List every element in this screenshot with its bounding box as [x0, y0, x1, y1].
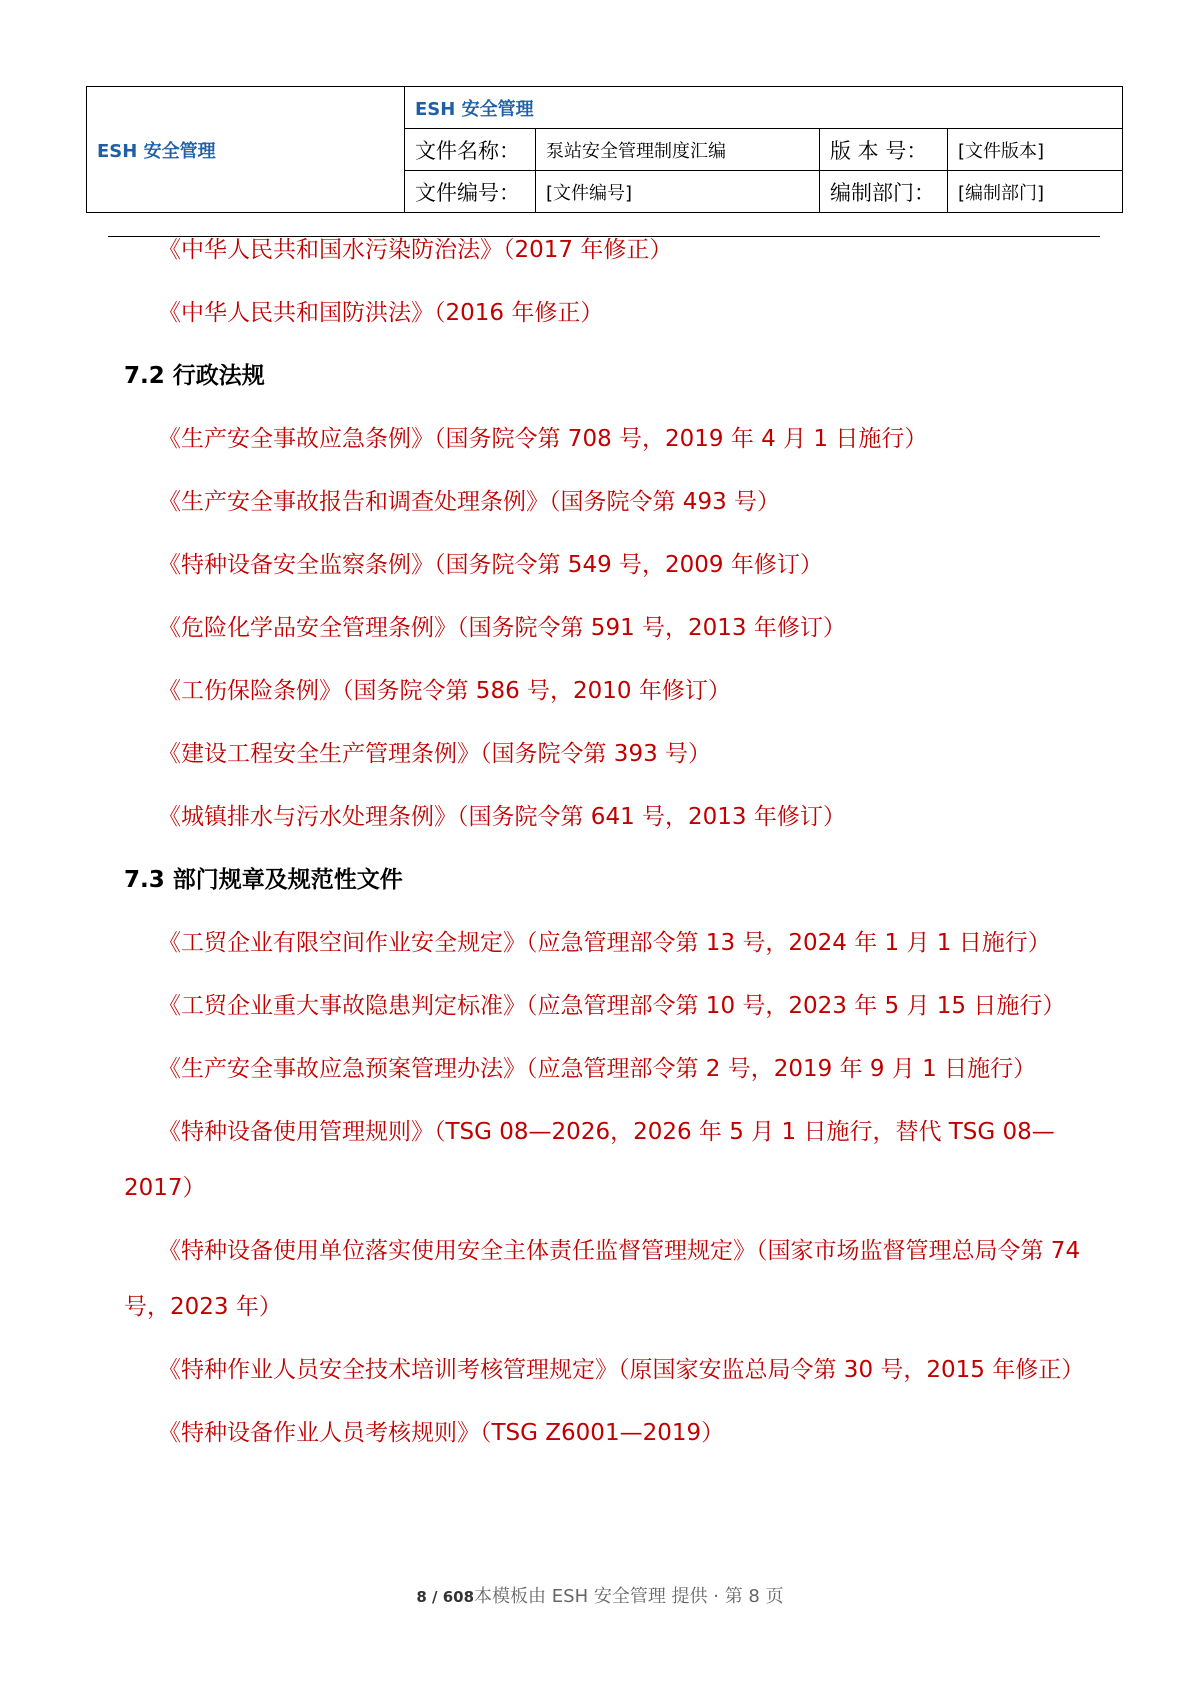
- law-item: 《中华人民共和国防洪法》（2016 年修正）: [158, 300, 604, 326]
- regulation-item: 《城镇排水与污水处理条例》（国务院令第 641 号，2013 年修订）: [158, 804, 846, 830]
- page-body: [124, 222, 1100, 1468]
- dept-label: 编制部门：: [820, 171, 948, 213]
- regulation-item: 《生产安全事故应急条例》（国务院令第 708 号，2019 年 4 月 1 日施行）: [158, 426, 928, 452]
- law-item: 《中华人民共和国水污染防治法》（2017 年修正）: [158, 237, 673, 263]
- header-brand-left: ESH 安全管理: [87, 87, 405, 213]
- regulation-item: 《生产安全事故报告和调查处理条例》（国务院令第 493 号）: [158, 489, 781, 515]
- rule-item: 《特种作业人员安全技术培训考核管理规定》（原国家安监总局令第 30 号，2015 年修正）: [158, 1357, 1085, 1383]
- file-name-label: 文件名称：: [405, 129, 536, 171]
- document-header-table: [86, 86, 1123, 213]
- footer-text: 本模板由 ESH 安全管理 提供 · 第 8 页: [474, 1586, 784, 1607]
- section-heading-7-3: 7.3 部门规章及规范性文件: [124, 867, 403, 893]
- regulation-item: 《工伤保险条例》（国务院令第 586 号，2010 年修订）: [158, 678, 731, 704]
- rule-item: 《特种设备使用单位落实使用安全主体责任监督管理规定》（国家市场监督管理总局令第 74 号，2023 年）: [124, 1238, 1081, 1320]
- rule-item: 《工贸企业有限空间作业安全规定》（应急管理部令第 13 号，2024 年 1 月 1 日施行）: [158, 930, 1051, 956]
- rule-item: 《特种设备作业人员考核规则》（TSG Z6001—2019）: [158, 1420, 725, 1446]
- version-label: 版 本 号：: [820, 129, 948, 171]
- page-counter: 8 / 608: [416, 1588, 475, 1606]
- regulation-item: 《特种设备安全监察条例》（国务院令第 549 号，2009 年修订）: [158, 552, 823, 578]
- file-no-label: 文件编号：: [405, 171, 536, 213]
- page-footer: [0, 1582, 1200, 1608]
- rule-item: 《生产安全事故应急预案管理办法》（应急管理部令第 2 号，2019 年 9 月 1 日施行）: [158, 1056, 1037, 1082]
- header-brand-top: ESH 安全管理: [405, 87, 1123, 129]
- file-no-value: [文件编号]: [536, 171, 820, 213]
- regulation-item: 《危险化学品安全管理条例》（国务院令第 591 号，2013 年修订）: [158, 615, 846, 641]
- version-value: [文件版本]: [948, 129, 1123, 171]
- rule-item: 《特种设备使用管理规则》（TSG 08—2026，2026 年 5 月 1 日施行，替代 TSG 08—2017）: [124, 1119, 1055, 1201]
- file-name-value: 泵站安全管理制度汇编: [536, 129, 820, 171]
- dept-value: [编制部门]: [948, 171, 1123, 213]
- regulation-item: 《建设工程安全生产管理条例》（国务院令第 393 号）: [158, 741, 712, 767]
- rule-item: 《工贸企业重大事故隐患判定标准》（应急管理部令第 10 号，2023 年 5 月 15 日施行）: [158, 993, 1066, 1019]
- section-heading-7-2: 7.2 行政法规: [124, 363, 265, 389]
